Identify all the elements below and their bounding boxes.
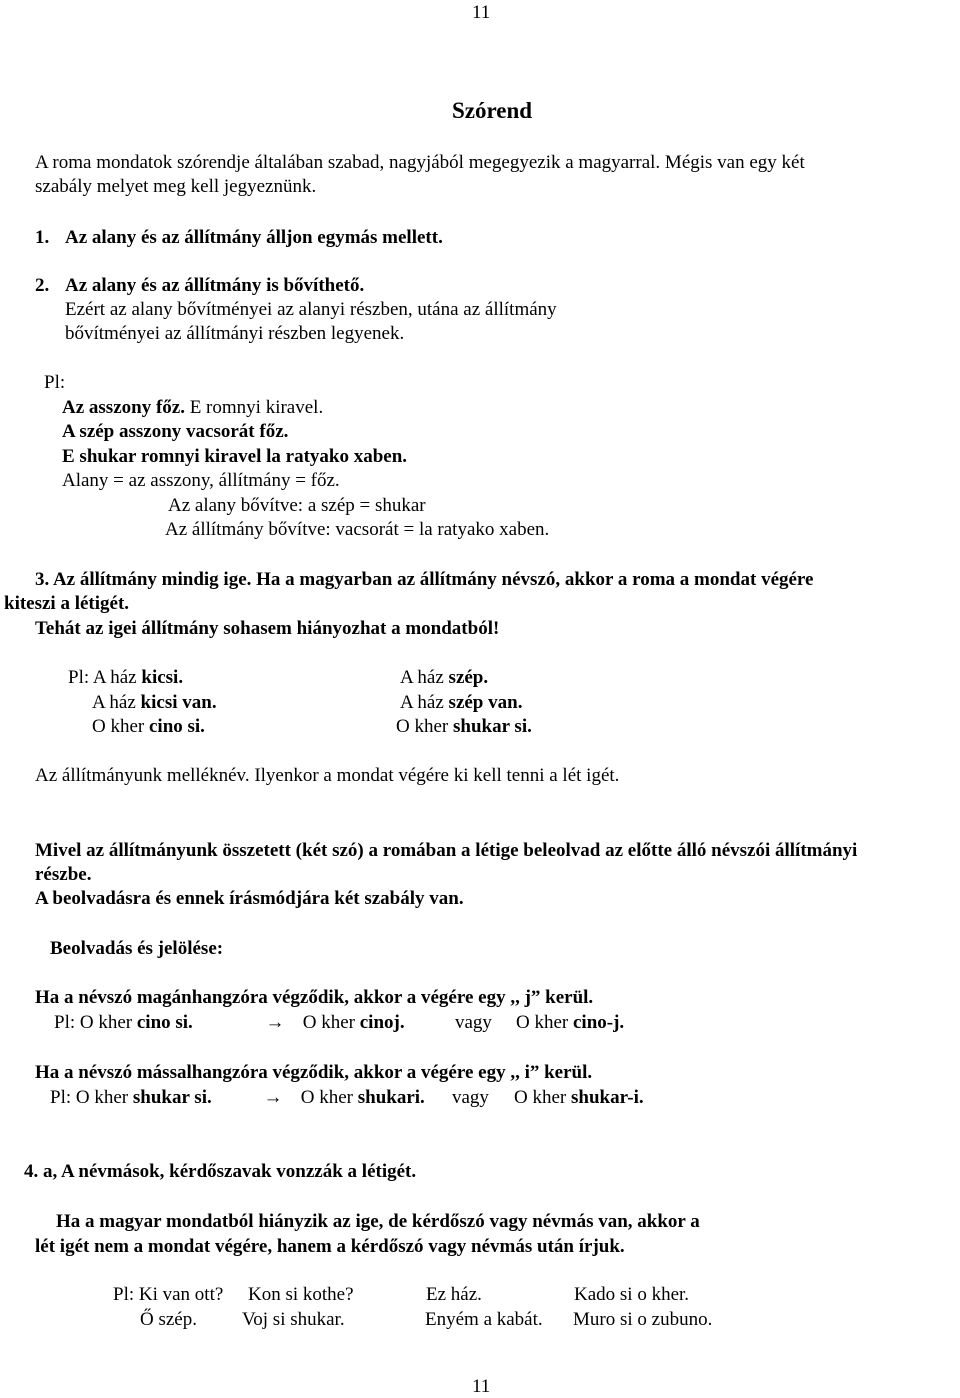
text-bold: shukar si.: [132, 1087, 212, 1108]
example-3-cell: Ez ház.: [426, 1284, 482, 1305]
text-bold: kicsi van.: [140, 692, 217, 713]
arrow-right-icon: →: [263, 1087, 283, 1108]
intro-line-1: A roma mondatok szórendje általában szabad, nagyjából megegyezik a magyarral. Mégis van egy két: [35, 152, 805, 173]
example-3-cell: Ő szép.: [140, 1309, 197, 1330]
text-bold: cinoj.: [359, 1012, 405, 1033]
text-bold: shukar si.: [452, 716, 532, 737]
adjective-note: Az állítmányunk melléknév. Ilyenkor a mondat végére ki kell tenni a lét igét.: [35, 765, 620, 786]
rule-2-detail-2: bővítményei az állítmányi részben legyenek.: [65, 323, 405, 344]
page-number-top: 11: [472, 2, 491, 23]
vowel-rule-result: [252, 1012, 405, 1034]
text-plain: O kher: [514, 1087, 571, 1108]
example-2-left-2: [92, 692, 217, 714]
vowel-rule-or: vagy: [455, 1012, 492, 1033]
rule-3-line-3: Tehát az igei állítmány sohasem hiányozhat a mondatból!: [35, 618, 500, 639]
text-bold: szép van.: [448, 692, 523, 713]
text-bold: szép.: [448, 667, 489, 688]
example-1-line-3: E shukar romnyi kiravel la ratyako xaben.: [62, 446, 408, 467]
example-1-label: Pl:: [44, 372, 66, 393]
example-1-line-1: [62, 397, 323, 419]
page-title: Szórend: [452, 98, 533, 123]
example-3-cell: Enyém a kabát.: [425, 1309, 543, 1330]
text-plain: Pl: A ház: [68, 667, 142, 688]
text-plain: O kher: [302, 1012, 360, 1033]
text-bold: kicsi.: [141, 667, 184, 688]
example-3-cell: Kon si kothe?: [248, 1284, 354, 1305]
example-2-left-1: [68, 667, 183, 689]
rule-2-detail-1: Ezért az alany bővítményei az alanyi részben, utána az állítmány: [65, 299, 557, 320]
text-plain: Pl: O kher: [50, 1087, 133, 1108]
text-plain: Pl: O kher: [54, 1012, 137, 1033]
text-plain: A ház: [400, 667, 449, 688]
example-3-cell: Muro si o zubuno.: [573, 1309, 713, 1330]
consonant-rule-alternative: [514, 1087, 644, 1109]
text-plain: O kher: [396, 716, 453, 737]
text-bold: shukar-i.: [570, 1087, 644, 1108]
example-3-cell: Voj si shukar.: [242, 1309, 345, 1330]
text-bold: cino-j.: [572, 1012, 625, 1033]
text-plain: O kher: [92, 716, 149, 737]
example-2-right-1: [400, 667, 488, 689]
example-2-right-2: [400, 692, 522, 714]
rule-4-line-1: Ha a magyar mondatból hiányzik az ige, de kérdőszó vagy névmás van, akkor a: [56, 1211, 700, 1232]
text-plain: O kher: [300, 1087, 358, 1108]
example-1-note-2: Az alany bővítve: a szép = shukar: [168, 495, 426, 516]
vowel-rule-text: Ha a névszó magánhangzóra végződik, akkor a végére egy ,, j” kerül.: [35, 987, 594, 1008]
example-1-note-3: Az állítmány bővítve: vacsorát = la ratyako xaben.: [165, 519, 550, 540]
consonant-rule-or: vagy: [452, 1087, 489, 1108]
consonant-rule-result: [250, 1087, 425, 1109]
compound-line-3: A beolvadásra és ennek írásmódjára két szabály van.: [35, 888, 464, 909]
rule-4-heading: 4. a, A névmások, kérdőszavak vonzzák a létigét.: [24, 1161, 417, 1182]
text-plain: O kher: [516, 1012, 573, 1033]
page-number-bottom: 11: [472, 1376, 491, 1397]
consonant-rule-example: [50, 1087, 212, 1109]
arrow-right-icon: →: [265, 1012, 285, 1033]
rule-3-line-2: kiteszi a létigét.: [4, 593, 130, 614]
rule-1-number: 1.: [35, 227, 50, 248]
intro-line-2: szabály melyet meg kell jegyeznünk.: [35, 176, 317, 197]
example-1-line-2: A szép asszony vacsorát főz.: [62, 421, 289, 442]
rule-1-text: Az alany és az állítmány álljon egymás mellett.: [65, 227, 443, 248]
vowel-rule-alternative: [516, 1012, 624, 1034]
example-3-cell: Kado si o kher.: [574, 1284, 690, 1305]
example-2-right-3: [396, 716, 532, 738]
consonant-rule-text: Ha a névszó mássalhangzóra végződik, akkor a végére egy ,, i” kerül.: [35, 1062, 593, 1083]
rule-3-line-1: 3. Az állítmány mindig ige. Ha a magyarban az állítmány névszó, akkor a roma a mondat végére: [35, 569, 814, 590]
text-bold: shukari.: [357, 1087, 425, 1108]
rule-2-number: 2.: [35, 275, 50, 296]
vowel-rule-example: [54, 1012, 193, 1034]
text-plain: A ház: [92, 692, 141, 713]
rule-2-text: Az alany és az állítmány is bővíthető.: [65, 275, 365, 296]
compound-line-2: részbe.: [35, 864, 92, 885]
compound-line-1: Mivel az állítmányunk összetett (két szó) a romában a létige beleolvad az előtte álló névszói állítmányi: [35, 840, 858, 861]
example-1-hungarian: Az asszony főz.: [62, 397, 185, 418]
text-bold: cino si.: [136, 1012, 193, 1033]
text-bold: cino si.: [148, 716, 205, 737]
example-1-romani: E romnyi kiravel.: [189, 397, 324, 418]
text-plain: A ház: [400, 692, 449, 713]
example-2-left-3: [92, 716, 205, 738]
rule-4-line-2: lét igét nem a mondat végére, hanem a kérdőszó vagy névmás után írjuk.: [35, 1236, 625, 1257]
merge-heading: Beolvadás és jelölése:: [50, 938, 224, 959]
example-1-note-1: Alany = az asszony, állítmány = főz.: [62, 470, 340, 491]
example-3-cell: Pl: Ki van ott?: [113, 1284, 224, 1305]
